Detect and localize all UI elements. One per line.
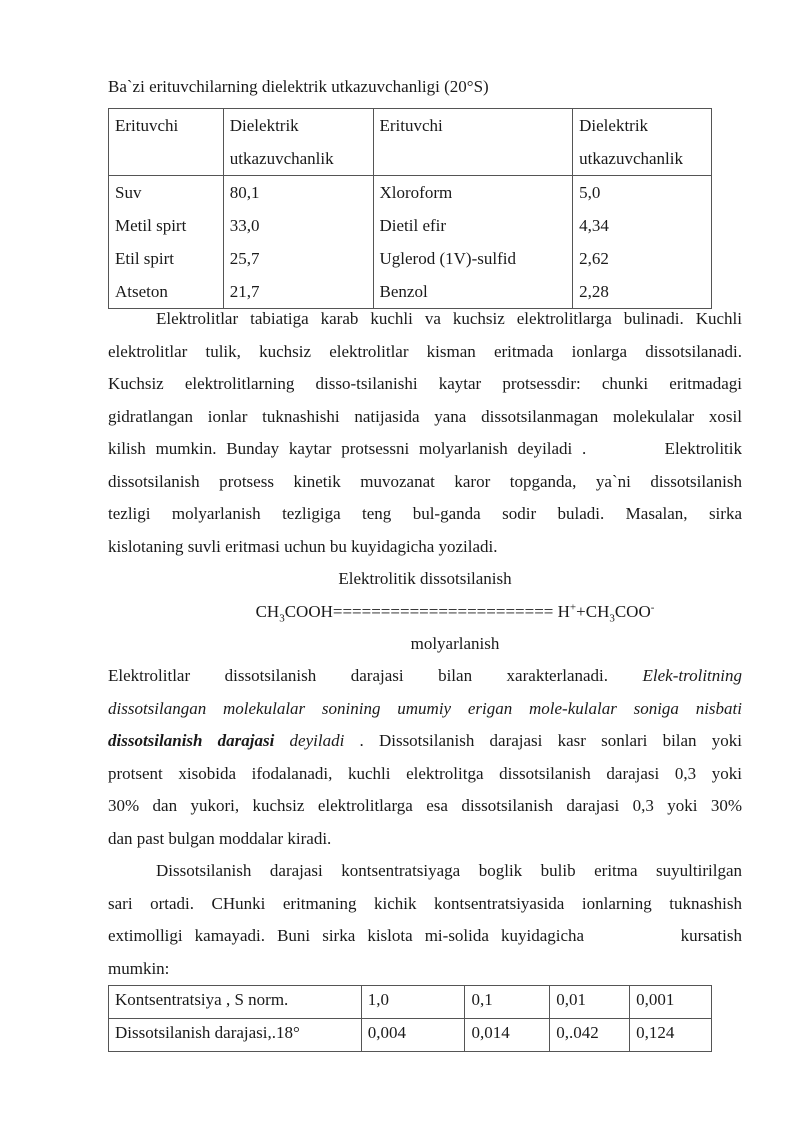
header-cell: Erituvchi — [109, 109, 224, 176]
paragraph-electrolytes: Elektrolitlar tabiatiga karab kuchli va kuchsiz elektrolitlarga bulinadi. Kuchli elektrolitlar tulik, kuchsiz elektrolitlar kisman eritmada ionlarga dissotsilanadi. Kuchsiz elektrolitlarning disso-tsilanishi kaytar protsessdir: chunki eritmadagi gidratlangan ionlar tuknashishi natijasida yana dissotsilanmagan molekulalar xosil kilish mumkin. Bunday kaytar protsessni molyarlanish deyiladi . Elektrolitik dissotsilanish protsess kinetik muvozanat karor topganda, ya`ni dissotsilanish tezligi molyarlanish tezligiga teng bul-ganda sodir buladi. Masalan, sirka kislotaning suvli eritmasi uchun bu kuyidagicha yoziladi. — [108, 309, 742, 556]
table-cell: Dissotsilanish darajasi,.18° — [109, 1019, 362, 1052]
solvent-cell: Suv Metil spirt Etil spirt Atseton — [109, 176, 224, 309]
dielectric-table — [108, 108, 712, 309]
table-cell: 0,1 — [465, 986, 550, 1019]
paragraph-concentration: Dissotsilanish darajasi kontsentratsiyaga boglik bulib eritma suyultirilgan sari ortadi. CHunki eritmaning kichik kontsentratsiyasida ionlarning tuknashish extimolligi kamayadi. Buni sirka kislota mi-solida kuyidagicha kursatish mumkin: — [108, 861, 742, 978]
table-cell: 0,001 — [630, 986, 712, 1019]
paragraph-dissociation-degree: Elektrolitlar dissotsilanish darajasi bilan xarakterlanadi. Elek-trolitning dissotsilangan molekulalar sonining umumiy erigan mole-kulalar soniga nisbati dissotsilanish darajasi deyiladi . Dissotsilanish darajasi kasr sonlari bilan yoki protsent xisobida ifodalanadi, kuchli elektrolitga dissotsilanish darajasi 0,3 yoki 30% dan yukori, kuchsiz elektrolitlarga esa dissotsilanish darajasi 0,3 yoki 30% dan past bulgan moddalar kiradi. — [108, 666, 742, 848]
header-cell: Dielektrik utkazuvchanlik — [573, 109, 712, 176]
table-caption: Ba`zi erituvchilarning dielektrik utkazuvchanligi (20°S) — [108, 77, 489, 96]
equation-top-label: Elektrolitik dissotsilanish — [338, 569, 512, 588]
table-cell: Kontsentratsiya , S norm. — [109, 986, 362, 1019]
header-cell: Erituvchi — [373, 109, 573, 176]
value-cell: 5,0 4,34 2,62 2,28 — [573, 176, 712, 309]
table-cell: 0,124 — [630, 1019, 712, 1052]
solvent-cell: Xloroform Dietil efir Uglerod (1V)-sulfid Benzol — [373, 176, 573, 309]
table-cell: 1,0 — [361, 986, 465, 1019]
header-cell: Dielektrik utkazuvchanlik — [223, 109, 373, 176]
table-cell: 0,.042 — [550, 1019, 630, 1052]
table-cell: 0,01 — [550, 986, 630, 1019]
table-header-row — [109, 109, 712, 176]
table-cell: 0,004 — [361, 1019, 465, 1052]
table-row — [109, 176, 712, 309]
table-cell: 0,014 — [465, 1019, 550, 1052]
equation-bottom-label: molyarlanish — [410, 634, 500, 653]
table-row — [109, 986, 712, 1019]
value-cell: 80,1 33,0 25,7 21,7 — [223, 176, 373, 309]
table-row — [109, 1019, 712, 1052]
concentration-table — [108, 985, 712, 1052]
dissociation-equation: $CH_3COOH======================= H^++CH_3COO^-$ — [255, 601, 655, 625]
